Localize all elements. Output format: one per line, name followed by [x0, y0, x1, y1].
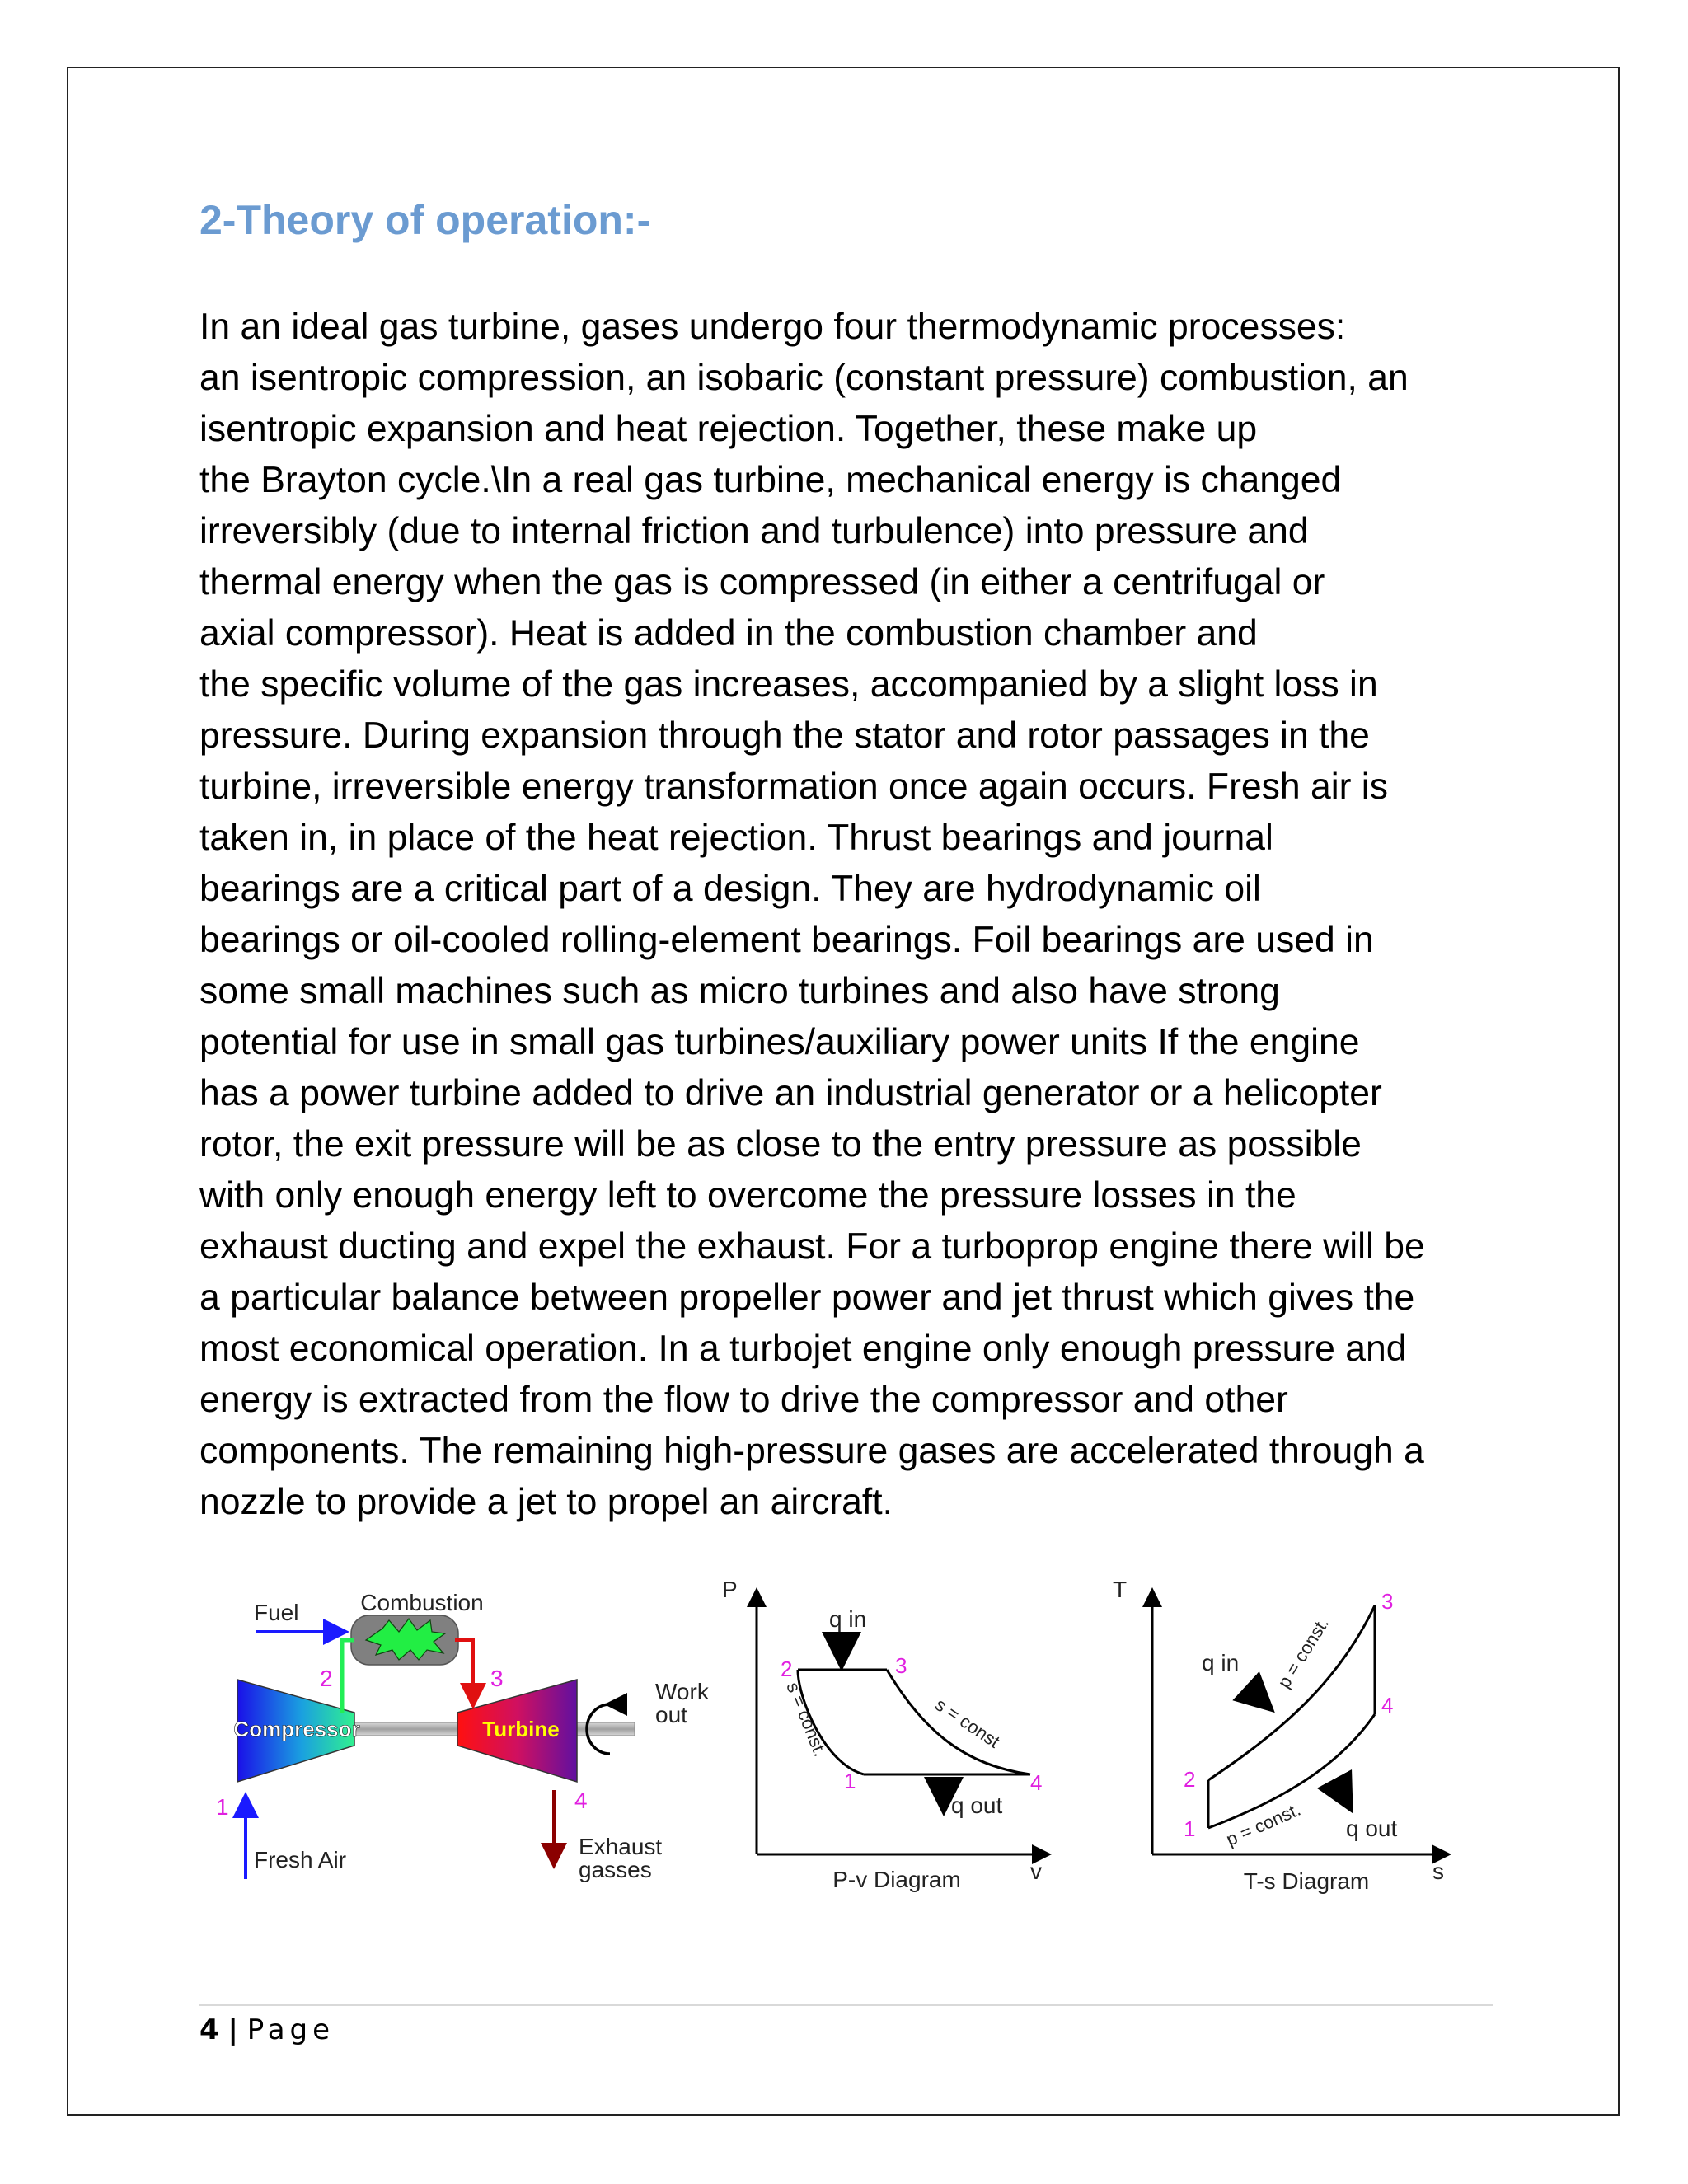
state-label: 1	[844, 1769, 856, 1793]
body-line: taken in, in place of the heat rejection. Thrust bearings and journal	[199, 818, 1273, 858]
state-label: 4	[574, 1788, 588, 1813]
state-label: 3	[1381, 1589, 1394, 1614]
ts-process-2-3	[1208, 1605, 1375, 1780]
body-line: exhaust ducting and expel the exhaust. For a turboprop engine there will be	[199, 1226, 1425, 1267]
page-label: Page	[246, 2013, 335, 2046]
section-heading: 2-Theory of operation:-	[199, 197, 651, 243]
body-line: pressure. During expansion through the stator and rotor passages in the	[199, 715, 1370, 756]
body-line: energy is extracted from the flow to drive the compressor and other	[199, 1380, 1288, 1420]
exhaust-label-2: gasses	[579, 1857, 652, 1882]
body-line: with only enough energy left to overcome the pressure losses in the	[199, 1175, 1296, 1216]
state-label: 4	[1030, 1770, 1043, 1795]
state-label: 2	[1184, 1767, 1196, 1792]
body-line: bearings are a critical part of a design. They are hydrodynamic oil	[199, 869, 1261, 909]
footer-separator: |	[227, 2013, 238, 2046]
body-line: an isentropic compression, an isobaric (constant pressure) combustion, an	[199, 358, 1409, 398]
body-line: some small machines such as micro turbines and also have strong	[199, 971, 1280, 1011]
pv-caption: P-v Diagram	[832, 1867, 961, 1892]
pv-s-const-left-label: s = const.	[782, 1679, 832, 1760]
pv-x-axis-label: v	[1030, 1858, 1042, 1884]
body-line: rotor, the exit pressure will be as close to the entry pressure as possible	[199, 1124, 1362, 1165]
state-label: 1	[216, 1794, 229, 1820]
ts-p-const-bottom-label: p = const.	[1222, 1798, 1304, 1850]
body-paragraph	[199, 302, 1551, 1528]
body-line: the specific volume of the gas increases, accompanied by a slight loss in	[199, 664, 1378, 705]
state-label: 2	[320, 1666, 333, 1691]
state-label: 4	[1381, 1693, 1394, 1718]
page-number: 4	[199, 2013, 219, 2046]
compressor-label: Compressor	[233, 1717, 360, 1741]
body-line: has a power turbine added to drive an industrial generator or a helicopter	[199, 1073, 1382, 1113]
pv-diagram	[722, 1577, 1047, 1892]
turbine-label: Turbine	[482, 1717, 560, 1741]
work-out-label-1: Work	[655, 1679, 709, 1704]
fuel-label: Fuel	[254, 1600, 299, 1625]
ts-q-out-label: q out	[1346, 1816, 1398, 1841]
pv-q-out-label: q out	[951, 1793, 1003, 1818]
body-line: thermal energy when the gas is compressed (in either a centrifugal or	[199, 562, 1325, 602]
body-line: the Brayton cycle.\In a real gas turbine, mechanical energy is changed	[199, 460, 1342, 500]
ts-caption: T-s Diagram	[1243, 1868, 1370, 1894]
brayton-cycle-figure	[198, 1574, 1459, 1904]
pv-s-const-right-label: s = const	[931, 1694, 1004, 1752]
exhaust-label-1: Exhaust	[579, 1834, 663, 1859]
state-label: 3	[895, 1653, 907, 1678]
body-line: axial compressor). Heat is added in the combustion chamber and	[199, 613, 1258, 654]
state-label: 2	[781, 1657, 793, 1681]
pv-q-in-label: q in	[829, 1606, 867, 1632]
pv-y-axis-label: P	[722, 1577, 738, 1602]
body-line: irreversibly (due to internal friction and turbulence) into pressure and	[199, 511, 1309, 551]
ts-q-in-arrow	[1246, 1686, 1268, 1706]
ts-p-const-top-label: p = const.	[1273, 1613, 1334, 1692]
body-line: In an ideal gas turbine, gases undergo four thermodynamic processes:	[199, 307, 1346, 347]
page-footer	[199, 2013, 335, 2046]
body-line: isentropic expansion and heat rejection. Together, these make up	[199, 409, 1258, 449]
ts-x-axis-label: s	[1432, 1858, 1444, 1884]
body-line: components. The remaining high-pressure gases are accelerated through a	[199, 1431, 1424, 1471]
ts-diagram	[1113, 1577, 1447, 1894]
ts-y-axis-label: T	[1113, 1577, 1128, 1602]
gas-turbine-schematic	[216, 1590, 710, 1882]
work-out-label-2: out	[655, 1702, 687, 1727]
body-line: bearings or oil-cooled rolling-element bearings. Foil bearings are used in	[199, 920, 1374, 960]
state-label: 3	[490, 1666, 504, 1691]
fresh-air-label: Fresh Air	[254, 1847, 347, 1872]
ts-q-in-label: q in	[1202, 1650, 1240, 1675]
body-line: a particular balance between propeller power and jet thrust which gives the	[199, 1277, 1415, 1318]
body-line: turbine, irreversible energy transformation once again occurs. Fresh air is	[199, 766, 1388, 807]
combustion-label: Combustion	[360, 1590, 484, 1615]
body-line: nozzle to provide a jet to propel an aircraft.	[199, 1482, 893, 1522]
body-line: most economical operation. In a turbojet engine only enough pressure and	[199, 1329, 1407, 1369]
ts-q-out-arrow	[1337, 1783, 1348, 1805]
state-label: 1	[1184, 1816, 1196, 1841]
footer-rule	[199, 2004, 1493, 2006]
body-line: potential for use in small gas turbines/auxiliary power units If the engine	[199, 1022, 1360, 1062]
